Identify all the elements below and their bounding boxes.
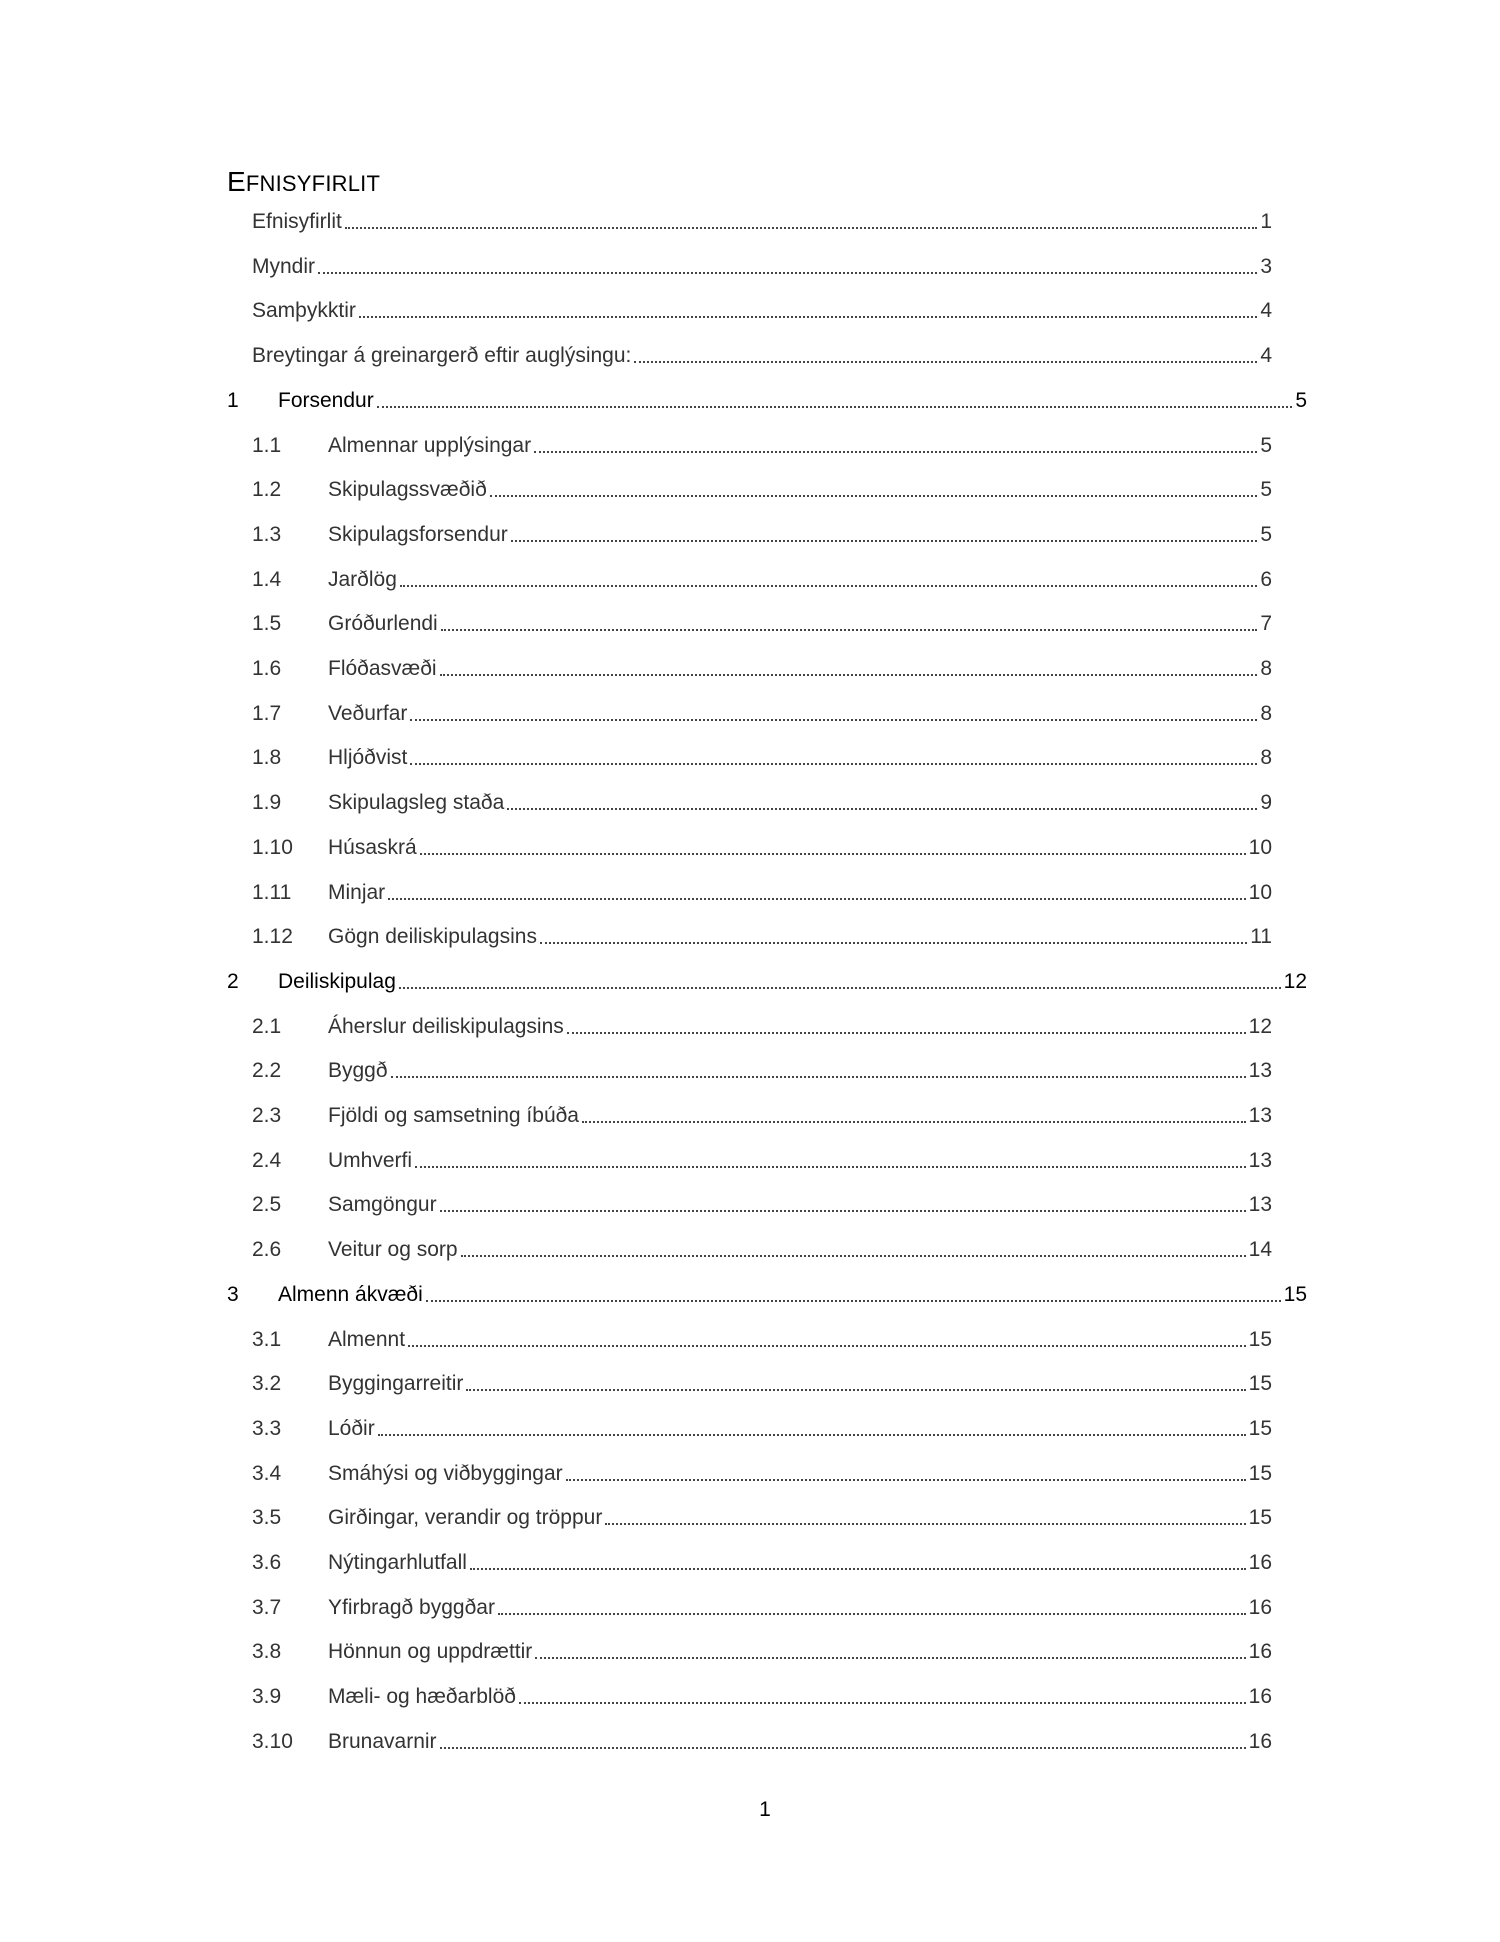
- toc-entry[interactable]: [252, 250, 1272, 284]
- toc-dot-leader: [377, 405, 1293, 408]
- toc-entry[interactable]: [252, 607, 1272, 641]
- toc-entry[interactable]: [252, 1323, 1272, 1357]
- toc-entry-label: Samþykktir: [252, 299, 356, 322]
- toc-entry-page: 16: [1248, 1596, 1272, 1619]
- toc-entry[interactable]: [252, 652, 1272, 686]
- toc-dot-leader: [540, 941, 1247, 944]
- toc-dot-leader: [391, 1075, 1246, 1078]
- toc-entry[interactable]: [252, 1010, 1272, 1044]
- toc-dot-leader: [466, 1388, 1245, 1391]
- toc-dot-leader: [410, 718, 1257, 721]
- toc-dot-leader: [566, 1478, 1246, 1481]
- toc-entry[interactable]: [252, 741, 1272, 775]
- toc-entry[interactable]: [252, 518, 1272, 552]
- toc-heading-rest: FNISYFIRLIT: [245, 171, 381, 196]
- toc-dot-leader: [498, 1612, 1246, 1615]
- toc-entry-number: 2.5: [252, 1193, 282, 1216]
- toc-entry-page: 5: [1295, 389, 1307, 412]
- toc-entry-page: 13: [1248, 1193, 1272, 1216]
- toc-entry[interactable]: [252, 786, 1272, 820]
- toc-entry-label: Efnisyfirlit: [252, 210, 342, 233]
- toc-entry-number: 1.3: [252, 523, 282, 546]
- toc-dot-leader: [388, 897, 1245, 900]
- toc-entry-page: 8: [1260, 657, 1272, 680]
- toc-entry-page: 4: [1260, 299, 1272, 322]
- toc-entry-number: 1.2: [252, 478, 282, 501]
- toc-entry-page: 15: [1248, 1328, 1272, 1351]
- toc-entry-number: 1.6: [252, 657, 282, 680]
- toc-dot-leader: [318, 271, 1257, 274]
- toc-entry-number: 3.1: [252, 1328, 282, 1351]
- toc-entry-label: Deiliskipulag: [278, 970, 396, 993]
- toc-entry-label: Gögn deiliskipulagsins: [328, 925, 537, 948]
- toc-entry-number: 3.4: [252, 1462, 282, 1485]
- toc-entry-number: 3.9: [252, 1685, 282, 1708]
- toc-entry-label: Veðurfar: [328, 702, 408, 725]
- toc-entry-label: Flóðasvæði: [328, 657, 437, 680]
- toc-entry[interactable]: [252, 920, 1272, 954]
- toc-entry-label: Veitur og sorp: [328, 1238, 458, 1261]
- toc-entry[interactable]: [252, 1099, 1272, 1133]
- page-number: 1: [759, 1798, 771, 1821]
- toc-dot-leader: [400, 584, 1257, 587]
- toc-entry[interactable]: [252, 205, 1272, 239]
- toc-entry-label: Breytingar á greinargerð eftir auglýsingu:: [252, 344, 632, 367]
- toc-entry-number: 1.1: [252, 434, 282, 457]
- toc-dot-leader: [567, 1031, 1246, 1034]
- toc-dot-leader: [408, 1344, 1246, 1347]
- toc-entry-label: Nýtingarhlutfall: [328, 1551, 467, 1574]
- toc-dot-leader: [441, 628, 1258, 631]
- toc-entry-page: 1: [1260, 210, 1272, 233]
- toc-entry-page: 5: [1260, 478, 1272, 501]
- toc-entry-label: Myndir: [252, 255, 316, 278]
- toc-entry-label: Skipulagsleg staða: [328, 791, 505, 814]
- toc-dot-leader: [420, 852, 1246, 855]
- toc-dot-leader: [582, 1120, 1246, 1123]
- toc-dot-leader: [345, 226, 1257, 229]
- toc-dot-leader: [605, 1522, 1245, 1525]
- toc-entry-page: 7: [1260, 612, 1272, 635]
- toc-entry[interactable]: [252, 473, 1272, 507]
- toc-entry[interactable]: [227, 384, 1307, 418]
- toc-entry-page: 12: [1283, 970, 1307, 993]
- toc-dot-leader: [410, 762, 1257, 765]
- toc-entry-label: Minjar: [328, 881, 386, 904]
- toc-entry-label: Hönnun og uppdrættir: [328, 1640, 533, 1663]
- toc-entry-label: Umhverfi: [328, 1149, 413, 1172]
- toc-entry-number: 2.6: [252, 1238, 282, 1261]
- toc-entry-number: 1: [227, 389, 239, 412]
- toc-dot-leader: [519, 1701, 1246, 1704]
- toc-entry-page: 13: [1248, 1149, 1272, 1172]
- toc-entry-label: Almennar upplýsingar: [328, 434, 532, 457]
- toc-entry-page: 16: [1248, 1685, 1272, 1708]
- toc-entry[interactable]: [252, 1367, 1272, 1401]
- toc-entry-page: 15: [1248, 1462, 1272, 1485]
- toc-entry-label: Smáhýsi og viðbyggingar: [328, 1462, 563, 1485]
- toc-dot-leader: [426, 1299, 1281, 1302]
- toc-entry-label: Samgöngur: [328, 1193, 437, 1216]
- toc-entry-label: Fjöldi og samsetning íbúða: [328, 1104, 579, 1127]
- toc-dot-leader: [378, 1433, 1246, 1436]
- toc-entry[interactable]: [252, 294, 1272, 328]
- toc-entry-page: 4: [1260, 344, 1272, 367]
- toc-entry-number: 2.4: [252, 1149, 282, 1172]
- toc-heading: [227, 166, 380, 198]
- toc-entry-label: Gróðurlendi: [328, 612, 438, 635]
- toc-entry[interactable]: [252, 1546, 1272, 1580]
- toc-dot-leader: [634, 360, 1257, 363]
- toc-entry[interactable]: [252, 1054, 1272, 1088]
- toc-heading-initial: E: [227, 166, 246, 197]
- toc-entry-number: 1.8: [252, 746, 282, 769]
- toc-entry[interactable]: [227, 1278, 1307, 1312]
- toc-entry-page: 14: [1248, 1238, 1272, 1261]
- toc-entry-number: 2.1: [252, 1015, 282, 1038]
- toc-entry-page: 16: [1248, 1640, 1272, 1663]
- toc-entry-page: 15: [1248, 1372, 1272, 1395]
- toc-entry-label: Byggð: [328, 1059, 388, 1082]
- toc-entry-page: 5: [1260, 523, 1272, 546]
- toc-entry-page: 16: [1248, 1551, 1272, 1574]
- toc-entry[interactable]: [252, 1412, 1272, 1446]
- toc-dot-leader: [511, 539, 1258, 542]
- toc-entry-label: Mæli- og hæðarblöð: [328, 1685, 516, 1708]
- toc-entry-number: 3.3: [252, 1417, 282, 1440]
- toc-entry-number: 3: [227, 1283, 239, 1306]
- toc-entry[interactable]: [252, 1725, 1272, 1759]
- toc-entry-page: 13: [1248, 1059, 1272, 1082]
- toc-dot-leader: [461, 1254, 1246, 1257]
- toc-entry-number: 3.5: [252, 1506, 282, 1529]
- toc-entry-page: 10: [1248, 881, 1272, 904]
- toc-dot-leader: [507, 807, 1257, 810]
- toc-entry-number: 2.2: [252, 1059, 282, 1082]
- toc-entry-label: Girðingar, verandir og tröppur: [328, 1506, 603, 1529]
- toc-dot-leader: [490, 494, 1258, 497]
- toc-entry-label: Almennt: [328, 1328, 406, 1351]
- toc-entry-label: Hljóðvist: [328, 746, 408, 769]
- toc-entry[interactable]: [252, 697, 1272, 731]
- toc-entry-label: Skipulagssvæðið: [328, 478, 487, 501]
- toc-entry-page: 6: [1260, 568, 1272, 591]
- toc-entry-number: 1.10: [252, 836, 293, 859]
- toc-entry-page: 3: [1260, 255, 1272, 278]
- toc-entry-number: 1.9: [252, 791, 282, 814]
- toc-entry-label: Skipulagsforsendur: [328, 523, 508, 546]
- toc-entry-page: 15: [1248, 1506, 1272, 1529]
- toc-entry-page: 16: [1248, 1730, 1272, 1753]
- toc-entry-label: Brunavarnir: [328, 1730, 437, 1753]
- toc-entry[interactable]: [252, 1457, 1272, 1491]
- toc-entry[interactable]: [252, 1591, 1272, 1625]
- toc-entry[interactable]: [252, 1501, 1272, 1535]
- toc-entry-label: Almenn ákvæði: [278, 1283, 423, 1306]
- toc-entry-number: 1.7: [252, 702, 282, 725]
- toc-entry-number: 2.3: [252, 1104, 282, 1127]
- toc-entry[interactable]: [252, 876, 1272, 910]
- toc-entry-page: 9: [1260, 791, 1272, 814]
- toc-entry[interactable]: [252, 429, 1272, 463]
- toc-entry[interactable]: [252, 563, 1272, 597]
- toc-entry-page: 10: [1248, 836, 1272, 859]
- toc-entry[interactable]: [252, 831, 1272, 865]
- toc-entry-label: Lóðir: [328, 1417, 375, 1440]
- toc-entry-label: Forsendur: [278, 389, 374, 412]
- toc-dot-leader: [399, 986, 1281, 989]
- toc-entry-number: 3.7: [252, 1596, 282, 1619]
- toc-entry-label: Áherslur deiliskipulagsins: [328, 1015, 564, 1038]
- toc-dot-leader: [535, 1656, 1245, 1659]
- toc-entry-page: 15: [1283, 1283, 1307, 1306]
- toc-entry[interactable]: [252, 1233, 1272, 1267]
- toc-entry-page: 12: [1248, 1015, 1272, 1038]
- toc-entry-number: 1.11: [252, 881, 292, 904]
- toc-entry-page: 11: [1250, 925, 1272, 948]
- toc-dot-leader: [534, 450, 1257, 453]
- toc-entry-page: 8: [1260, 746, 1272, 769]
- toc-entry-label: Húsaskrá: [328, 836, 417, 859]
- toc-dot-leader: [470, 1567, 1246, 1570]
- toc-entry[interactable]: [227, 965, 1307, 999]
- toc-dot-leader: [359, 315, 1257, 318]
- toc-entry-page: 13: [1248, 1104, 1272, 1127]
- toc-entry-number: 1.5: [252, 612, 282, 635]
- toc-dot-leader: [440, 1209, 1246, 1212]
- toc-entry-label: Jarðlög: [328, 568, 397, 591]
- toc-dot-leader: [440, 673, 1258, 676]
- toc-entry-number: 3.6: [252, 1551, 282, 1574]
- toc-dot-leader: [415, 1165, 1246, 1168]
- toc-entry-number: 1.4: [252, 568, 282, 591]
- toc-entry-page: 5: [1260, 434, 1272, 457]
- toc-entry[interactable]: [252, 1635, 1272, 1669]
- toc-entry-number: 3.8: [252, 1640, 282, 1663]
- toc-dot-leader: [440, 1746, 1246, 1749]
- toc-entry-label: Byggingarreitir: [328, 1372, 464, 1395]
- toc-entry-number: 3.2: [252, 1372, 282, 1395]
- toc-entry-page: 8: [1260, 702, 1272, 725]
- toc-entry-page: 15: [1248, 1417, 1272, 1440]
- toc-entry-label: Yfirbragð byggðar: [328, 1596, 495, 1619]
- toc-entry-number: 2: [227, 970, 239, 993]
- toc-entry[interactable]: [252, 339, 1272, 373]
- toc-entry[interactable]: [252, 1680, 1272, 1714]
- toc-entry-number: 1.12: [252, 925, 293, 948]
- toc-entry[interactable]: [252, 1188, 1272, 1222]
- toc-entry-number: 3.10: [252, 1730, 293, 1753]
- toc-entry[interactable]: [252, 1144, 1272, 1178]
